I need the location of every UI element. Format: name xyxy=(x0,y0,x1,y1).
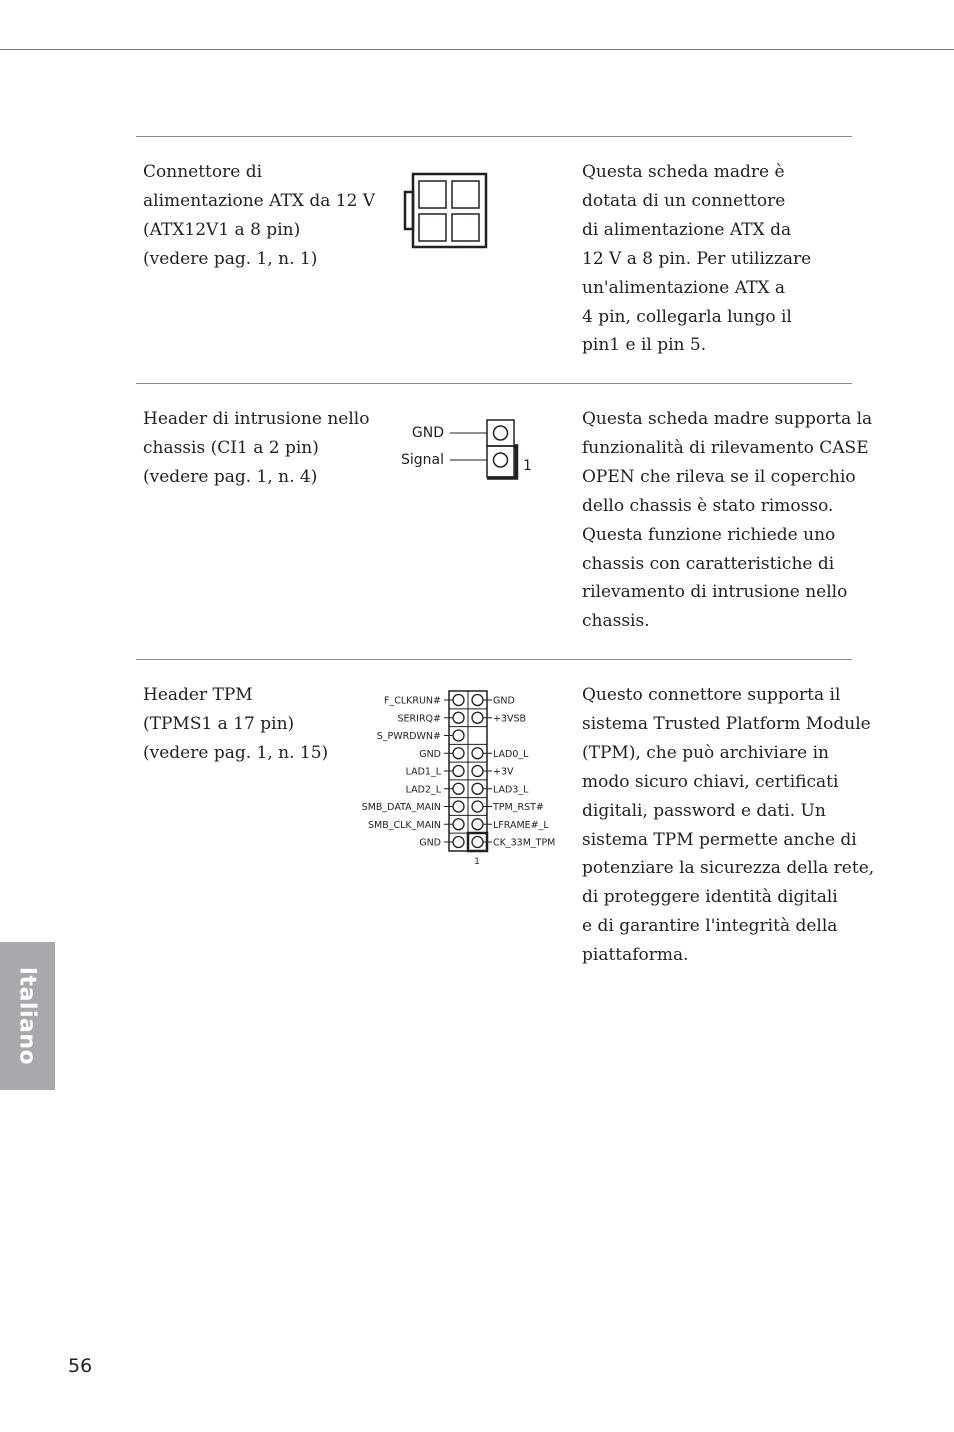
tpm-left-pin-label: LAD1_L xyxy=(405,766,441,778)
atx12v-description: Questa scheda madre è dotata di un connettore di alimentazione ATX da 12 V a 8 pin. Per utilizzare un'alimentazione ATX a 4 pin, collegarla lungo il pin1 e il pin 5. xyxy=(582,162,812,356)
tpm-left-pin-label: LAD2_L xyxy=(405,784,441,796)
tpm-pin xyxy=(472,783,483,794)
tpm-pin xyxy=(453,801,464,812)
tpm-left-pin-label: GND xyxy=(419,837,441,849)
tpm-right-pin-label: TPM_RST# xyxy=(493,802,544,813)
tpm-right-pin-label: LAD3_L xyxy=(493,784,529,796)
tpm-left-pin-label: SMB_CLK_MAIN xyxy=(367,819,441,831)
tpm-pin xyxy=(453,766,464,777)
tpm-pin xyxy=(472,695,483,706)
tpm-pin xyxy=(453,695,464,706)
table-rule-top xyxy=(136,136,852,137)
tpm-pin xyxy=(472,837,483,848)
tpm-pin xyxy=(453,783,464,794)
tpm-pin xyxy=(472,748,483,759)
tpm-right-pin-label: +3VSB xyxy=(493,713,527,725)
language-tab[interactable] xyxy=(0,942,55,1090)
tpm-pin xyxy=(453,748,464,759)
tpm-right-pin-label: CK_33M_TPM xyxy=(493,837,556,849)
page-number: 56 xyxy=(68,1355,93,1377)
table-rule-2 xyxy=(136,659,852,660)
header-rule xyxy=(0,49,954,50)
tpm-pin xyxy=(453,730,464,741)
tpm-pin xyxy=(453,819,464,830)
tpm-pin xyxy=(472,712,483,723)
tpm-pin xyxy=(453,712,464,723)
tpm-header-diagram xyxy=(340,686,575,872)
chassis-intrusion-diagram xyxy=(392,414,542,484)
tpm-left-pin-label: SERIRQ# xyxy=(397,713,441,725)
tpm-pin xyxy=(472,766,483,777)
atx12v-connector-diagram xyxy=(398,170,493,252)
tpm-left-pin-label: F_CLKRUN# xyxy=(384,695,441,707)
tpm-left-pin-label: GND xyxy=(419,748,441,760)
pin-label-gnd: GND xyxy=(411,425,444,441)
tpm-left-pin-label: SMB_DATA_MAIN xyxy=(361,802,441,813)
tpm-left-pin-label: S_PWRDWN# xyxy=(376,731,441,742)
tpm-right-pin-label: GND xyxy=(493,695,515,707)
chassis-intrusion-name: Header di intrusione nello chassis (CI1 a 2 pin) (vedere pag. 1, n. 4) xyxy=(143,409,370,487)
pin1-marker: 1 xyxy=(523,458,532,474)
atx12v-name: Connettore di alimentazione ATX da 12 V (ATX12V1 a 8 pin) (vedere pag. 1, n. 1) xyxy=(143,162,376,269)
table-rule-1 xyxy=(136,383,852,384)
tpm-right-pin-label: +3V xyxy=(493,766,514,778)
tpm-right-pin-label: LAD0_L xyxy=(493,748,529,760)
tpm-pin xyxy=(472,801,483,812)
tpm-header-description: Questo connettore supporta il sistema Trusted Platform Module (TPM), che può archiviare in modo sicuro chiavi, certificati digitali, password e dati. Un sistema TPM permette anche di potenziare la sicurezza della rete, di proteggere identità digitali e di garantire l'integrità della piattaforma. xyxy=(582,685,875,966)
tpm-pin1-marker: 1 xyxy=(474,857,480,867)
tpm-header-name: Header TPM (TPMS1 a 17 pin) (vedere pag. 1, n. 15) xyxy=(143,685,329,763)
pin-label-signal: Signal xyxy=(400,452,444,468)
tpm-pin xyxy=(453,837,464,848)
tpm-pin xyxy=(472,819,483,830)
tpm-right-pin-label: LFRAME#_L xyxy=(493,819,549,831)
language-tab-label: Italiano xyxy=(14,966,40,1066)
chassis-intrusion-description: Questa scheda madre supporta la funzionalità di rilevamento CASE OPEN che rileva se il coperchio dello chassis è stato rimosso. Questa funzione richiede uno chassis con caratteristiche di rilevamento di intrusione nello chassis. xyxy=(582,409,873,632)
